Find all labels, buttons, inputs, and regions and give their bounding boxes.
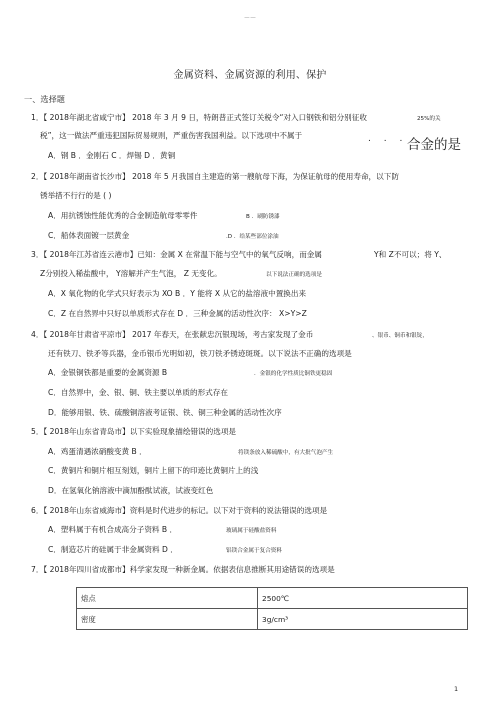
q4-line-1-end: 、银币、铜币和银锭， [372, 333, 428, 339]
q5-option-b: 将镁条放入稀硫酸中，有大批气泡产生 [238, 450, 334, 456]
q4-line-1: 4．【 2018年甘肃省平凉市】 2017 年春天，在张献忠沉银现场，考古家发现了金币 [31, 330, 314, 339]
q3-line-1-end: Y和 Z不可以；将 Y、 [374, 250, 447, 259]
table-row [77, 609, 468, 630]
table-cell-value: 2500℃ [258, 588, 468, 609]
page-title: 金属资料、金属资源的利用、保护 [173, 70, 327, 81]
q2-option-c: C．船体表面镀一层黄金 [48, 231, 130, 240]
section-heading: 一、选择题 [24, 94, 65, 104]
q6-option-a: A．塑料属于有机合成高分子资料 B ． [48, 525, 178, 534]
q1-options: A．钢 B ．金刚石 C ．焊锡 D ．黄铜 [48, 151, 176, 160]
table-cell-value: 3g/cm³ [258, 609, 468, 630]
q5-line-1: 5．【 2018年山东省青岛市】以下实验现象描绘错误的选项是 [31, 427, 237, 436]
q5-option-a: A．鸡蛋清遇浓硝酸变黄 B ． [48, 447, 147, 456]
q6-option-d: 铝镁合金属于复合资料 [226, 548, 282, 554]
page-number: 1 [454, 685, 459, 693]
q4-option-c: C．自然界中，金、银、铜、铁主要以单质的形式存在 [48, 388, 228, 397]
q4-option-b: ．金银的化学性质比铜铁更稳固 [254, 371, 333, 377]
table-row [77, 588, 468, 609]
q1-percent: 25%的关 [417, 116, 441, 122]
q3-line-1: 3．【 2018年江苏省连云港市】已知：金属 X 在常温下能与空气中的氧气反响，而金属 [31, 250, 322, 259]
q5-option-d: D．在氢氧化钠溶液中滴加酚酞试液，试液变红色 [48, 486, 214, 495]
q2-option-d: .D ．给某些部位涂油 [226, 234, 279, 240]
q6-line-1: 6．【 2018年山东省威海市】资料是时代进步的标记。以下对于资料的说法错误的选项是 [31, 506, 328, 515]
q1-line-2: 税”，这一做法严重违犯国际贸易规则，严重伤害我国利益。以下选项中不属于 [40, 131, 303, 140]
q3-line-2-end: 以下说法正确的选项是 [266, 272, 322, 278]
q1-emphasis-dots: . . . [368, 134, 408, 144]
q3-options-ab: A．X 氧化物的化学式只好表示为 XO B ．Y 能将 X 从它的盐溶液中置换出来 [48, 289, 307, 298]
q2-line-2: 锈举措不行行的是 ( ) [40, 191, 112, 200]
q2-line-1: 2．【 2018年湖南省长沙市】 2018 年 5 月我国自主建造的第一艘航母下海，为保证航母的使用寿命，以下防 [31, 172, 399, 181]
q5-option-c: C．黄铜片和铜片相互刻划，铜片上留下的印迹比黄铜片上的浅 [48, 466, 259, 475]
table-cell-label: 密度 [77, 609, 258, 630]
q6-option-c: C．制造芯片的硅属于非金属资料 D ． [48, 545, 178, 554]
q2-option-b: B ．刷防锈漆 [246, 214, 280, 220]
q4-option-a: A．金银铜铁都是重要的金属资源 B [48, 368, 168, 377]
q7-line-1: 7．【 2018年四川省成都市】科学家发现一种新金属。依据表信息推断其用途错误的选项是 [31, 565, 335, 574]
metal-properties-table [76, 587, 468, 630]
q4-option-d: D．能够用银、铁、硫酸铜溶液考证银、铁、铜三种金属的活动性次序 [48, 408, 282, 417]
q1-line-1: 1．【 2018年湖北省咸宁市】 2018 年 3 月 9 日，特朗普正式签订关税令“对入口钢铁和铝分别征收 [31, 113, 367, 122]
header-mark: —·— [244, 15, 256, 21]
q3-line-2: Z分别投入稀盐酸中， Y溶解并产生气泡， Z 无变化。 [40, 269, 222, 278]
table-cell-label: 熔点 [77, 588, 258, 609]
q3-options-cd: C．Z 在自然界中只好以单质形式存在 D ．三种金属的活动性次序： X>Y>Z [48, 309, 307, 318]
q4-line-2: 还有铁刀、铁矛等兵器，金币银币光明如初，铁刀铁矛锈迹斑斑。以下说法不正确的选项是 [48, 349, 352, 358]
q1-emphasis-text: 合金的是 [407, 137, 461, 153]
q6-option-b: 玻璃属于硅酸盐资料 [226, 528, 277, 534]
q2-option-a: A．用抗锈蚀性能优秀的合金制造航母零零件 [48, 211, 198, 220]
